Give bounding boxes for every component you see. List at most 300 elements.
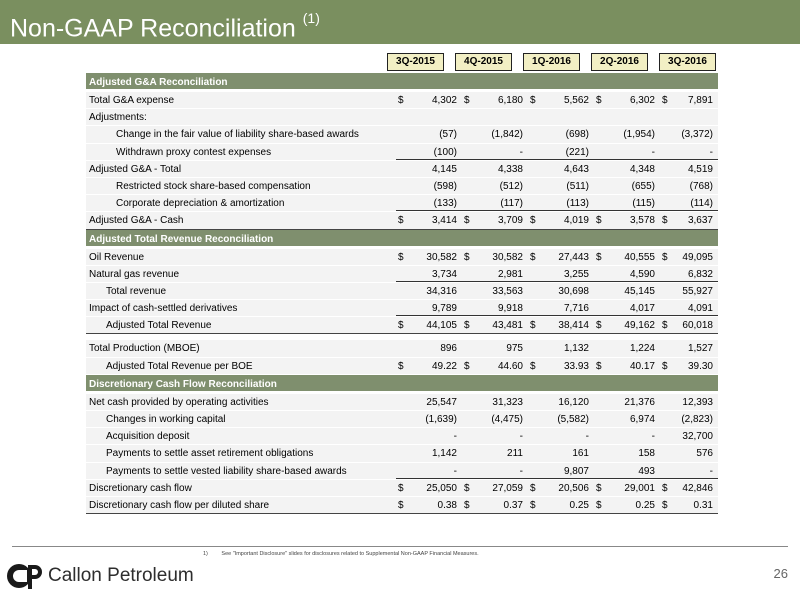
value-number: 211 [507, 448, 523, 460]
value-number: 49.22 [431, 360, 457, 372]
value-number: 40,555 [624, 251, 655, 263]
value-cell [528, 480, 594, 496]
value-number: (598) [433, 180, 457, 192]
value-number: 60,018 [682, 320, 713, 332]
value-number: 3,255 [563, 268, 589, 280]
value-number: 4,019 [563, 215, 589, 227]
row-label: Adjusted G&A - Cash [89, 215, 184, 227]
value-cell [594, 394, 660, 410]
value-number: 30,698 [558, 285, 589, 297]
table-row [86, 480, 718, 497]
value-number: 43,481 [492, 320, 523, 332]
value-cell [528, 317, 594, 333]
value-cell [396, 497, 462, 513]
value-cell [462, 144, 528, 160]
value-cell [594, 249, 660, 265]
value-cell [462, 358, 528, 374]
value-cell [660, 340, 718, 356]
value-cell [660, 394, 718, 410]
value-cell [528, 340, 594, 356]
value-cell [462, 178, 528, 194]
value-cell [462, 283, 528, 299]
table-row [86, 300, 718, 317]
slide-title-bar [0, 0, 800, 44]
currency-symbol: $ [530, 499, 536, 511]
value-cell [462, 411, 528, 427]
value-cell [594, 266, 660, 282]
value-cell [528, 266, 594, 282]
row-label: Net cash provided by operating activities [89, 396, 269, 408]
value-cell [396, 92, 462, 108]
value-cell [660, 283, 718, 299]
period-header: 2Q-2016 [591, 53, 648, 71]
value-cell [660, 161, 718, 177]
value-number: 45,145 [624, 285, 655, 297]
value-number: (115) [632, 198, 655, 210]
value-number: (1,842) [491, 129, 523, 141]
currency-symbol: $ [662, 320, 668, 332]
value-number: 0.31 [693, 499, 713, 511]
value-cell [660, 445, 718, 461]
value-cell [660, 463, 718, 479]
value-number: 4,519 [687, 163, 713, 175]
period-header: 1Q-2016 [523, 53, 580, 71]
value-cell [528, 212, 594, 228]
value-cell [594, 212, 660, 228]
table-row [86, 144, 718, 161]
value-cell [462, 212, 528, 228]
currency-symbol: $ [464, 251, 470, 263]
value-number: (768) [689, 180, 713, 192]
row-label: Adjusted Total Revenue [106, 320, 212, 332]
value-cell [660, 92, 718, 108]
currency-symbol: $ [398, 360, 404, 372]
currency-symbol: $ [596, 251, 602, 263]
currency-symbol: $ [464, 360, 470, 372]
table-row [86, 126, 718, 143]
currency-symbol: $ [662, 95, 668, 106]
row-label: Corporate depreciation & amortization [116, 198, 285, 210]
value-cell [594, 283, 660, 299]
value-number: - [453, 465, 457, 477]
value-number: 1,527 [687, 343, 713, 355]
value-cell [528, 161, 594, 177]
section-header [86, 375, 718, 394]
value-number: 55,927 [682, 285, 713, 297]
value-cell [594, 497, 660, 513]
table-row [86, 497, 718, 514]
row-label: Adjustments: [89, 112, 147, 124]
value-number: - [709, 146, 713, 158]
value-number: 4,145 [431, 163, 457, 175]
value-number: 21,376 [624, 396, 655, 408]
value-cell [396, 212, 462, 228]
value-number: - [651, 146, 655, 158]
value-number: 6,832 [687, 268, 713, 280]
value-number: 30,582 [426, 251, 457, 263]
value-number: - [453, 431, 457, 443]
row-label: Total revenue [106, 285, 167, 297]
value-number: (655) [631, 180, 655, 192]
value-cell [594, 126, 660, 142]
value-cell [660, 358, 718, 374]
value-number: 4,643 [563, 163, 589, 175]
value-cell [594, 178, 660, 194]
value-cell [528, 463, 594, 479]
value-cell [396, 445, 462, 461]
value-number: 6,302 [629, 95, 655, 106]
currency-symbol: $ [596, 95, 602, 106]
value-cell [594, 411, 660, 427]
table-row [86, 161, 718, 178]
value-number: 42,846 [682, 482, 713, 494]
table-row [86, 445, 718, 462]
currency-symbol: $ [398, 251, 404, 263]
logo-wordmark: Callon Petroleum [48, 565, 194, 586]
value-cell [396, 178, 462, 194]
value-number: - [519, 431, 523, 443]
value-number: 7,891 [687, 95, 713, 106]
value-number: 0.38 [437, 499, 457, 511]
currency-symbol: $ [464, 215, 470, 227]
value-number: 30,582 [492, 251, 523, 263]
currency-symbol: $ [530, 95, 536, 106]
table-row [86, 109, 718, 126]
currency-symbol: $ [662, 499, 668, 511]
value-cell [660, 317, 718, 333]
row-label: Total Production (MBOE) [89, 343, 200, 355]
value-cell [396, 144, 462, 160]
currency-symbol: $ [596, 215, 602, 227]
value-cell [660, 480, 718, 496]
value-number: 896 [440, 343, 457, 355]
row-label: Impact of cash-settled derivatives [89, 303, 238, 315]
value-number: 0.25 [635, 499, 655, 511]
table-row [86, 283, 718, 300]
value-number: (100) [433, 146, 457, 158]
value-number: 33.93 [563, 360, 589, 372]
value-number: (113) [566, 198, 589, 210]
value-number: (114) [690, 198, 713, 210]
section-header [86, 73, 718, 92]
row-label: Total G&A expense [89, 95, 175, 106]
value-number: 3,734 [431, 268, 457, 280]
value-number: 7,716 [563, 303, 589, 315]
currency-symbol: $ [530, 320, 536, 332]
value-cell [528, 394, 594, 410]
value-cell [594, 161, 660, 177]
value-cell [660, 497, 718, 513]
value-number: 493 [638, 465, 655, 477]
value-cell [396, 394, 462, 410]
row-label: Withdrawn proxy contest expenses [116, 146, 272, 158]
value-cell [594, 195, 660, 211]
value-number: (2,823) [681, 414, 713, 425]
value-number: - [519, 465, 523, 477]
value-cell [462, 463, 528, 479]
value-number: 4,590 [629, 268, 655, 280]
value-number: (133) [433, 198, 457, 210]
value-number: 3,709 [497, 215, 523, 227]
value-cell [396, 161, 462, 177]
value-cell [462, 480, 528, 496]
value-cell [462, 394, 528, 410]
value-cell [462, 266, 528, 282]
row-label: Payments to settle vested liability share-based awards [106, 465, 347, 477]
value-cell [462, 445, 528, 461]
section-header-label: Discretionary Cash Flow Reconciliation [89, 378, 277, 390]
value-cell [660, 249, 718, 265]
value-number: 25,547 [426, 396, 457, 408]
row-label: Oil Revenue [89, 251, 145, 263]
period-header: 4Q-2015 [455, 53, 512, 71]
reconciliation-table [86, 73, 718, 514]
value-number: 39.30 [687, 360, 713, 372]
section-header [86, 230, 718, 249]
value-number: - [651, 431, 655, 443]
value-number: 25,050 [426, 482, 457, 494]
value-cell [594, 445, 660, 461]
value-number: (511) [566, 180, 589, 192]
currency-symbol: $ [398, 320, 404, 332]
value-number: 27,443 [558, 251, 589, 263]
value-number: 4,017 [629, 303, 655, 315]
value-number: 20,506 [558, 482, 589, 494]
table-row [86, 92, 718, 109]
value-cell [594, 300, 660, 316]
currency-symbol: $ [596, 482, 602, 494]
value-cell [528, 300, 594, 316]
value-number: 49,095 [682, 251, 713, 263]
value-number: 34,316 [426, 285, 457, 297]
value-cell [462, 428, 528, 444]
value-number: 576 [696, 448, 713, 460]
value-cell [660, 428, 718, 444]
currency-symbol: $ [662, 251, 668, 263]
value-number: 5,562 [563, 95, 589, 106]
value-cell [528, 411, 594, 427]
value-number: (512) [499, 180, 523, 192]
currency-symbol: $ [398, 215, 404, 227]
value-number: 6,974 [629, 414, 655, 425]
value-number: 3,414 [431, 215, 457, 227]
period-header: 3Q-2015 [387, 53, 444, 71]
currency-symbol: $ [662, 482, 668, 494]
period-header-row [0, 53, 800, 73]
value-cell [396, 358, 462, 374]
value-cell [528, 497, 594, 513]
currency-symbol: $ [662, 215, 668, 227]
currency-symbol: $ [530, 251, 536, 263]
value-cell [528, 445, 594, 461]
value-cell [594, 428, 660, 444]
currency-symbol: $ [398, 482, 404, 494]
currency-symbol: $ [530, 482, 536, 494]
value-cell [528, 428, 594, 444]
value-number: - [585, 431, 589, 443]
table-row [86, 178, 718, 195]
value-cell [528, 283, 594, 299]
value-cell [396, 428, 462, 444]
value-cell [594, 358, 660, 374]
value-cell [660, 126, 718, 142]
value-number: 44,105 [426, 320, 457, 332]
value-cell [396, 317, 462, 333]
value-number: 158 [638, 448, 655, 460]
value-cell [462, 249, 528, 265]
value-number: 27,059 [492, 482, 523, 494]
value-number: (1,639) [425, 414, 457, 425]
value-cell [594, 480, 660, 496]
value-number: 0.37 [503, 499, 523, 511]
value-number: 29,001 [624, 482, 655, 494]
page-number: 26 [773, 566, 788, 581]
value-cell [528, 195, 594, 211]
value-number: 16,120 [558, 396, 589, 408]
value-cell [396, 463, 462, 479]
currency-symbol: $ [398, 499, 404, 511]
value-number: 6,180 [497, 95, 523, 106]
value-cell [462, 195, 528, 211]
value-cell [660, 144, 718, 160]
period-header: 3Q-2016 [659, 53, 716, 71]
value-number: 4,338 [497, 163, 523, 175]
table-row [86, 340, 718, 357]
row-label: Payments to settle asset retirement obligations [106, 448, 314, 460]
value-number: 31,323 [492, 396, 523, 408]
value-number: 975 [506, 343, 523, 355]
currency-symbol: $ [530, 215, 536, 227]
table-row [86, 266, 718, 283]
value-number: 4,091 [687, 303, 713, 315]
currency-symbol: $ [398, 95, 404, 106]
value-cell [462, 161, 528, 177]
value-number: 1,132 [563, 343, 589, 355]
value-cell [594, 144, 660, 160]
table-row [86, 394, 718, 411]
currency-symbol: $ [464, 95, 470, 106]
value-number: (5,582) [557, 414, 589, 425]
currency-symbol: $ [596, 320, 602, 332]
value-number: - [709, 465, 713, 477]
row-label: Discretionary cash flow [89, 482, 192, 494]
value-number: - [519, 146, 523, 158]
value-cell [462, 300, 528, 316]
value-cell [396, 195, 462, 211]
title-footnote-marker: (1) [302, 10, 320, 26]
currency-symbol: $ [596, 360, 602, 372]
row-label: Adjusted G&A - Total [89, 163, 182, 175]
value-number: 33,563 [492, 285, 523, 297]
currency-symbol: $ [464, 499, 470, 511]
section-header-label: Adjusted Total Revenue Reconciliation [89, 233, 274, 245]
value-number: 38,414 [558, 320, 589, 332]
value-number: (1,954) [623, 129, 655, 141]
currency-symbol: $ [662, 360, 668, 372]
value-cell [396, 300, 462, 316]
value-number: (221) [565, 146, 589, 158]
table-row [86, 317, 718, 334]
value-cell [660, 178, 718, 194]
value-cell [528, 92, 594, 108]
value-cell [396, 411, 462, 427]
value-cell [594, 463, 660, 479]
value-cell [462, 126, 528, 142]
company-logo [6, 559, 216, 593]
row-label: Change in the fair value of liability share-based awards [116, 129, 359, 141]
currency-symbol: $ [530, 360, 536, 372]
currency-symbol: $ [596, 499, 602, 511]
value-cell [528, 178, 594, 194]
value-number: (698) [565, 129, 589, 141]
value-number: 9,789 [431, 303, 457, 315]
value-cell [660, 212, 718, 228]
slide-title: Non-GAAP Reconciliation [10, 14, 296, 43]
value-cell [396, 283, 462, 299]
currency-symbol: $ [464, 482, 470, 494]
value-number: 4,302 [431, 95, 457, 106]
row-label: Natural gas revenue [89, 268, 180, 280]
value-number: 12,393 [682, 396, 713, 408]
row-label: Adjusted Total Revenue per BOE [106, 360, 253, 372]
value-cell [660, 300, 718, 316]
value-cell [660, 266, 718, 282]
value-cell [396, 340, 462, 356]
value-number: 1,224 [629, 343, 655, 355]
value-number: (3,372) [681, 129, 713, 141]
table-row [86, 428, 718, 445]
value-number: 32,700 [682, 431, 713, 443]
value-number: 9,918 [497, 303, 523, 315]
footnote-text: See "Important Disclosure" slides for disclosures related to Supplemental Non-GAAP Financial Measures. [221, 551, 479, 557]
value-cell [396, 126, 462, 142]
footnote [203, 551, 479, 557]
value-number: 3,578 [629, 215, 655, 227]
table-row [86, 411, 718, 428]
value-cell [462, 497, 528, 513]
value-number: 2,981 [497, 268, 523, 280]
value-number: (4,475) [491, 414, 523, 425]
table-row [86, 463, 718, 480]
row-label: Restricted stock share-based compensation [116, 180, 311, 192]
callon-logo-icon [6, 559, 44, 593]
value-number: (117) [500, 198, 523, 210]
footnote-number: 1) [203, 551, 208, 557]
value-number: 49,162 [624, 320, 655, 332]
table-row [86, 212, 718, 229]
value-cell [396, 480, 462, 496]
row-label: Acquisition deposit [106, 431, 190, 443]
value-cell [660, 411, 718, 427]
row-label: Changes in working capital [106, 414, 226, 425]
value-cell [528, 144, 594, 160]
value-cell [528, 249, 594, 265]
value-number: 44.60 [497, 360, 523, 372]
value-number: 9,807 [563, 465, 589, 477]
value-cell [462, 92, 528, 108]
value-cell [462, 340, 528, 356]
row-label: Discretionary cash flow per diluted share [89, 499, 270, 511]
value-cell [528, 358, 594, 374]
value-cell [462, 317, 528, 333]
table-row [86, 249, 718, 266]
section-header-label: Adjusted G&A Reconciliation [89, 77, 228, 88]
footer-divider [12, 546, 788, 547]
value-cell [528, 126, 594, 142]
table-row [86, 358, 718, 375]
value-cell [594, 340, 660, 356]
value-number: 0.25 [569, 499, 589, 511]
